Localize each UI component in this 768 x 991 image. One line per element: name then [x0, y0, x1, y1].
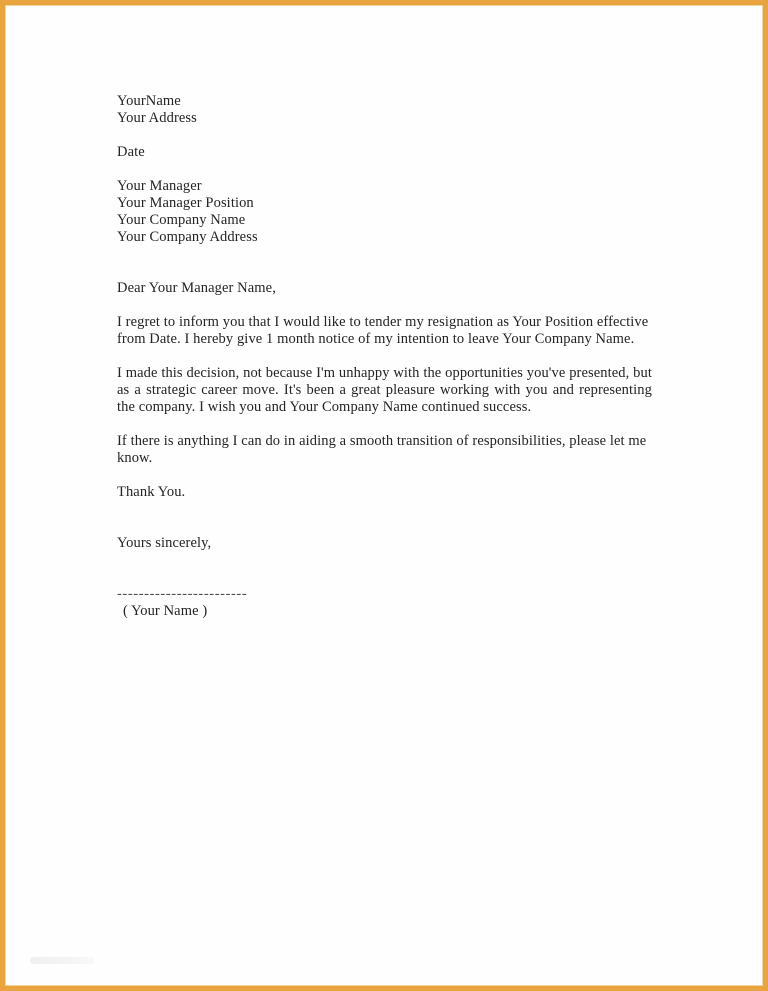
recipient-company-address: Your Company Address: [117, 229, 258, 245]
letter-date: Date: [117, 144, 145, 160]
salutation: Dear Your Manager Name,: [117, 280, 276, 296]
signature-line: ------------------------: [117, 586, 248, 602]
recipient-manager: Your Manager: [117, 178, 202, 194]
closing-thanks: Thank You.: [117, 484, 186, 500]
watermark-smudge: [30, 957, 94, 964]
signature-name: ( Your Name ): [123, 603, 208, 619]
recipient-manager-position: Your Manager Position: [117, 195, 254, 211]
valediction: Yours sincerely,: [117, 535, 212, 551]
sender-name: YourName: [117, 93, 181, 109]
paragraph-transition: If there is anything I can do in aiding a smooth transition of responsibilities, please let me know.: [117, 433, 647, 466]
paragraph-reason: I made this decision, not because I'm unhappy with the opportunities you've presented, but as a strategic career move. It's been a great pleasure working with you and representing the company. I wish you and Your Company Name continued success.: [117, 365, 652, 415]
recipient-company-name: Your Company Name: [117, 212, 246, 228]
paragraph-resignation: I regret to inform you that I would like to tender my resignation as Your Position effective from Date. I hereby give 1 month notice of my intention to leave Your Company Name.: [117, 314, 649, 347]
sender-address: Your Address: [117, 110, 197, 126]
letter-body: [5, 5, 763, 986]
